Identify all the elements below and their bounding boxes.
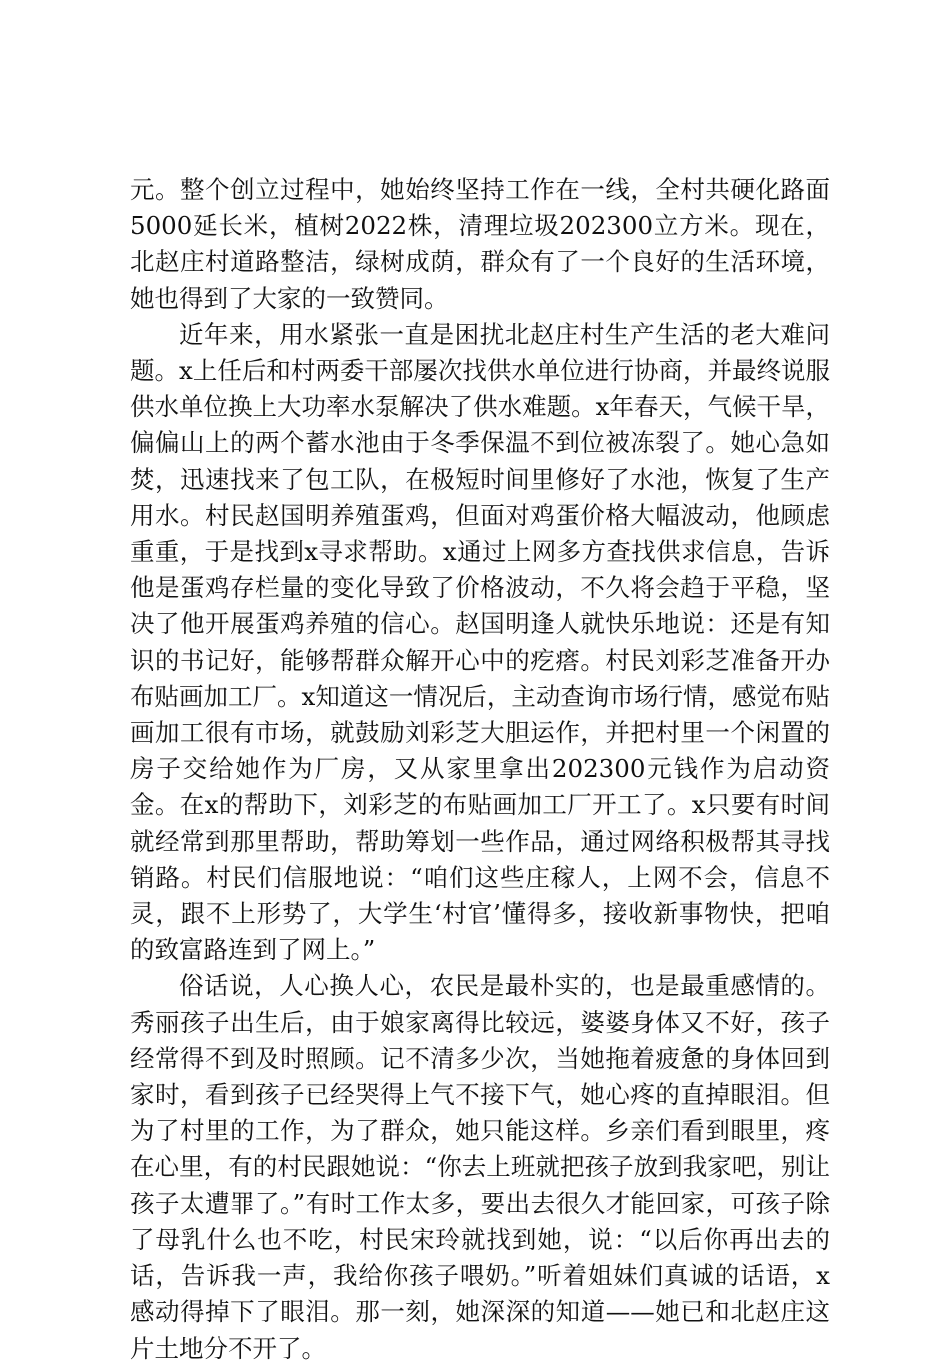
paragraph: 俗话说，人心换人心，农民是最朴实的，也是最重感情的。秀丽孩子出生后，由于娘家离得比较远，婆婆身体又不好，孩子经常得不到及时照顾。记不清多少次，当她拖着疲惫的身体回到家时，看到孩子已经哭得上气不接下气，她心疼的直掉眼泪。但为了村里的工作，为了群众，她只能这样。乡亲们看到眼里，疼在心里，有的村民跟她说：“你去上班就把孩子放到我家吧，别让孩子太遭罪了。”有时工作太多，要出去很久才能回家，可孩子除了母乳什么也不吃，村民宋玲就找到她，说：“以后你再出去的话，告诉我一声，我给你孩子喂奶。”听着姐妹们真诚的话语，x感动得掉下了眼泪。那一刻，她深深的知道——她已和北赵庄这片土地分不开了。 [130,971,830,1363]
paragraph: 近年来，用水紧张一直是困扰北赵庄村生产生活的老大难问题。x上任后和村两委干部屡次找供水单位进行协商，并最终说服供水单位换上大功率水泵解决了供水难题。x年春天，气候干旱，偏偏山上的两个蓄水池由于冬季保温不到位被冻裂了。她心急如焚，迅速找来了包工队，在极短时间里修好了水池，恢复了生产用水。村民赵国明养殖蛋鸡，但面对鸡蛋价格大幅波动，他顾虑重重，于是找到x寻求帮助。x通过上网多方查找供求信息，告诉他是蛋鸡存栏量的变化导致了价格波动，不久将会趋于平稳，坚决了他开展蛋鸡养殖的信心。赵国明逢人就快乐地说：还是有知识的书记好，能够帮群众解开心中的疙瘩。村民刘彩芝准备开办布贴画加工厂。x知道这一情况后，主动查询市场行情，感觉布贴画加工很有市场，就鼓励刘彩芝大胆运作，并把村里一个闲置的房子交给她作为厂房，又从家里拿出202300元钱作为启动资金。在x的帮助下，刘彩芝的布贴画加工厂开工了。x只要有时间就经常到那里帮助，帮助筹划一些作品，通过网络积极帮其寻找销路。村民们信服地说：“咱们这些庄稼人，上网不会，信息不灵，跟不上形势了，大学生‘村官’懂得多，接收新事物快，把咱的致富路连到了网上。” [130,319,830,965]
paragraph: 元。整个创立过程中，她始终坚持工作在一线，全村共硬化路面5000延长米，植树2022株，清理垃圾202300立方米。现在，北赵庄村道路整洁，绿树成荫，群众有了一个良好的生活环境，她也得到了大家的一致赞同。 [130,175,830,313]
document-body [130,172,830,1367]
